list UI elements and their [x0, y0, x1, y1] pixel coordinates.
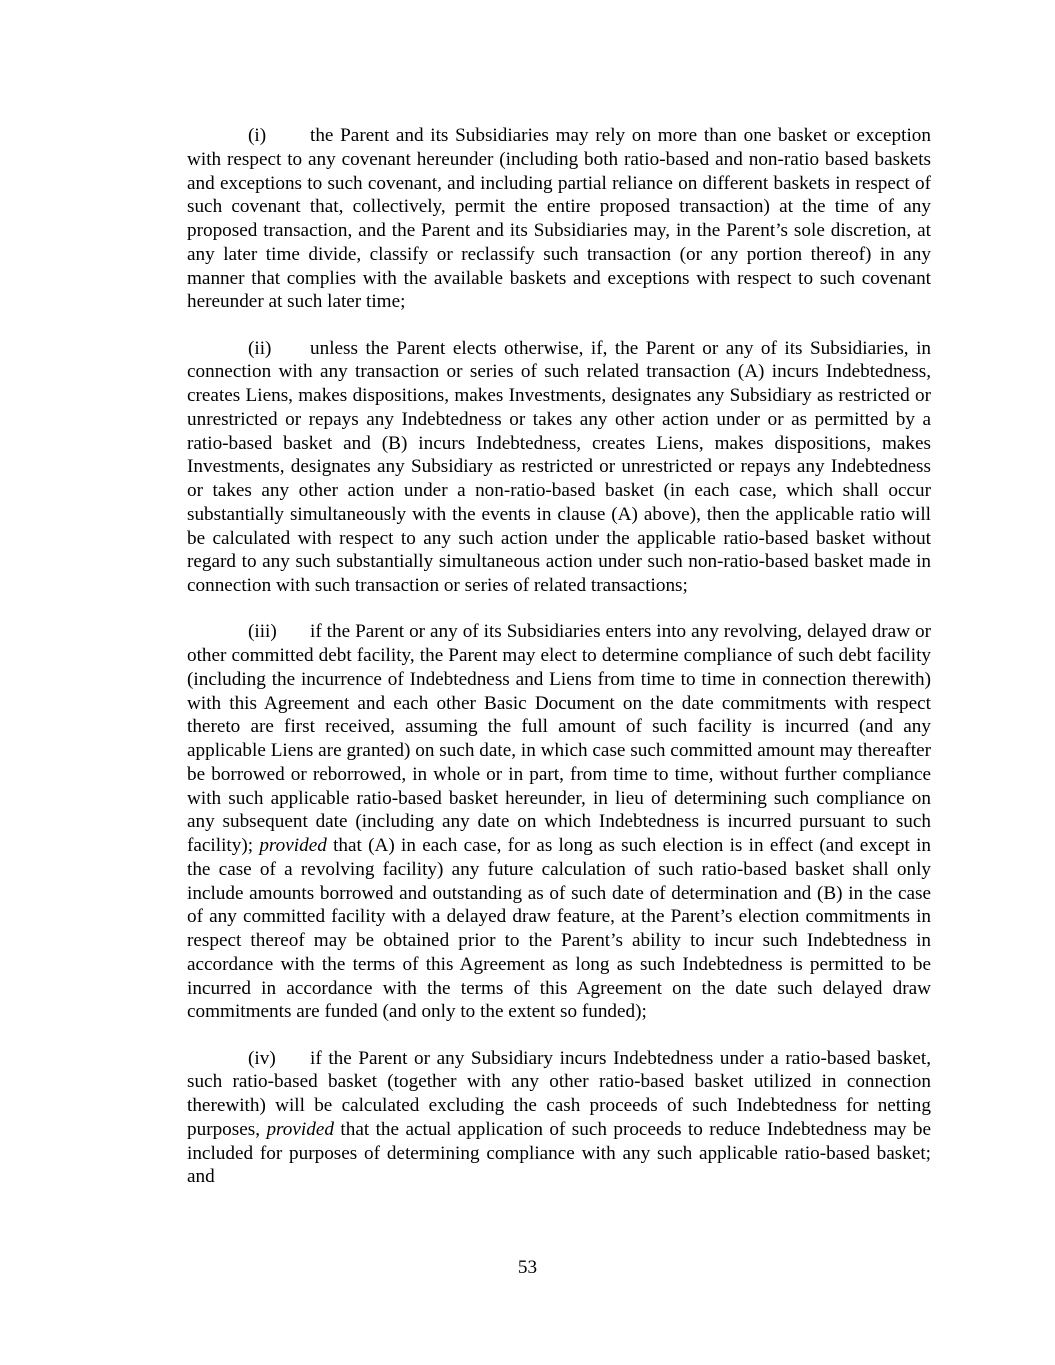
document-body	[187, 124, 931, 1212]
clause-number: (iv)	[248, 1047, 276, 1069]
clause-number: (iii)	[248, 621, 277, 643]
clause-i	[187, 124, 931, 314]
clause-emphasis: provided	[259, 835, 327, 856]
clause-text-after: that (A) in each case, for as long as such election is in effect (and except in the case of a revolving facility) any future calculation of such ratio-based basket shall only include amounts borrowed and outstanding as of such date of determination and (B) in the case of any committed facility with a delayed draw feature, at the Parent’s election commitments in respect thereof may be obtained prior to the Parent’s ability to incur such Indebtedness in accordance with the terms of this Agreement as long as such Indebtedness is permitted to be incurred in accordance with the terms of this Agreement on the date such delayed draw commitments are funded (and only to the extent so funded);	[187, 835, 932, 1023]
clause-text-before: if the Parent or any of its Subsidiaries enters into any revolving, delayed draw or other committed debt facility, the Parent may elect to determine compliance of such debt facility (including the incurrence of Indebtedness and Liens from time to time in connection therewith) with this Agreement and each other Basic Document on the date commitments with respect thereto are first received, assuming the full amount of such facility is incurred (and any applicable Liens are granted) on such date, in which case such committed amount may thereafter be borrowed or reborrowed, in whole or in part, from time to time, without further compliance with such applicable ratio-based basket hereunder, in lieu of determining such compliance on any subsequent date (including any date on which Indebtedness is incurred pursuant to such facility);	[187, 621, 931, 856]
clause-number: (ii)	[248, 337, 272, 359]
clause-iv	[187, 1047, 931, 1190]
page-number: 53	[517, 1257, 538, 1278]
clause-text-after: that the actual application of such proceeds to reduce Indebtedness may be included for purposes of determining compliance with any such applicable ratio-based basket; and	[187, 1118, 932, 1188]
clause-text: unless the Parent elects otherwise, if, the Parent or any of its Subsidiaries, in connection with any transaction or series of such related transaction (A) incurs Indebtedness, creates Liens, makes dispositions, makes Investments, designates any Subsidiary as restricted or unrestricted or repays any Indebtedness or takes any other action under or as permitted by a ratio-based basket and (B) incurs Indebtedness, creates Liens, makes dispositions, makes Investments, designates any Subsidiary as restricted or unrestricted or repays any Indebtedness or takes any other action under a non-ratio-based basket (in each case, which shall occur substantially simultaneously with the events in clause (A) above), then the applicable ratio will be calculated with respect to any such action under the applicable ratio-based basket without regard to any such substantially simultaneous action under such non-ratio-based basket made in connection with such transaction or series of related transactions;	[187, 337, 931, 596]
clause-ii	[187, 337, 931, 598]
clause-text-before: if the Parent or any Subsidiary incurs Indebtedness under a ratio-based basket, such ratio-based basket (together with any other ratio-based basket utilized in connection therewith) will be calculated excluding the cash proceeds of such Indebtedness for netting purposes,	[187, 1047, 931, 1140]
clause-text: the Parent and its Subsidiaries may rely on more than one basket or exception with respect to any covenant hereunder (including both ratio-based and non-ratio based baskets and exceptions to such covenant, and including partial reliance on different baskets in respect of such covenant that, collectively, permit the entire proposed transaction) at the time of any proposed transaction, and the Parent and its Subsidiaries may, in the Parent’s sole discretion, at any later time divide, classify or reclassify such transaction (or any portion thereof) in any manner that complies with the available baskets and exceptions with respect to such covenant hereunder at such later time;	[187, 125, 931, 313]
clause-emphasis: provided	[266, 1118, 334, 1140]
clause-number: (i)	[248, 125, 267, 146]
clause-iii	[187, 620, 931, 1024]
